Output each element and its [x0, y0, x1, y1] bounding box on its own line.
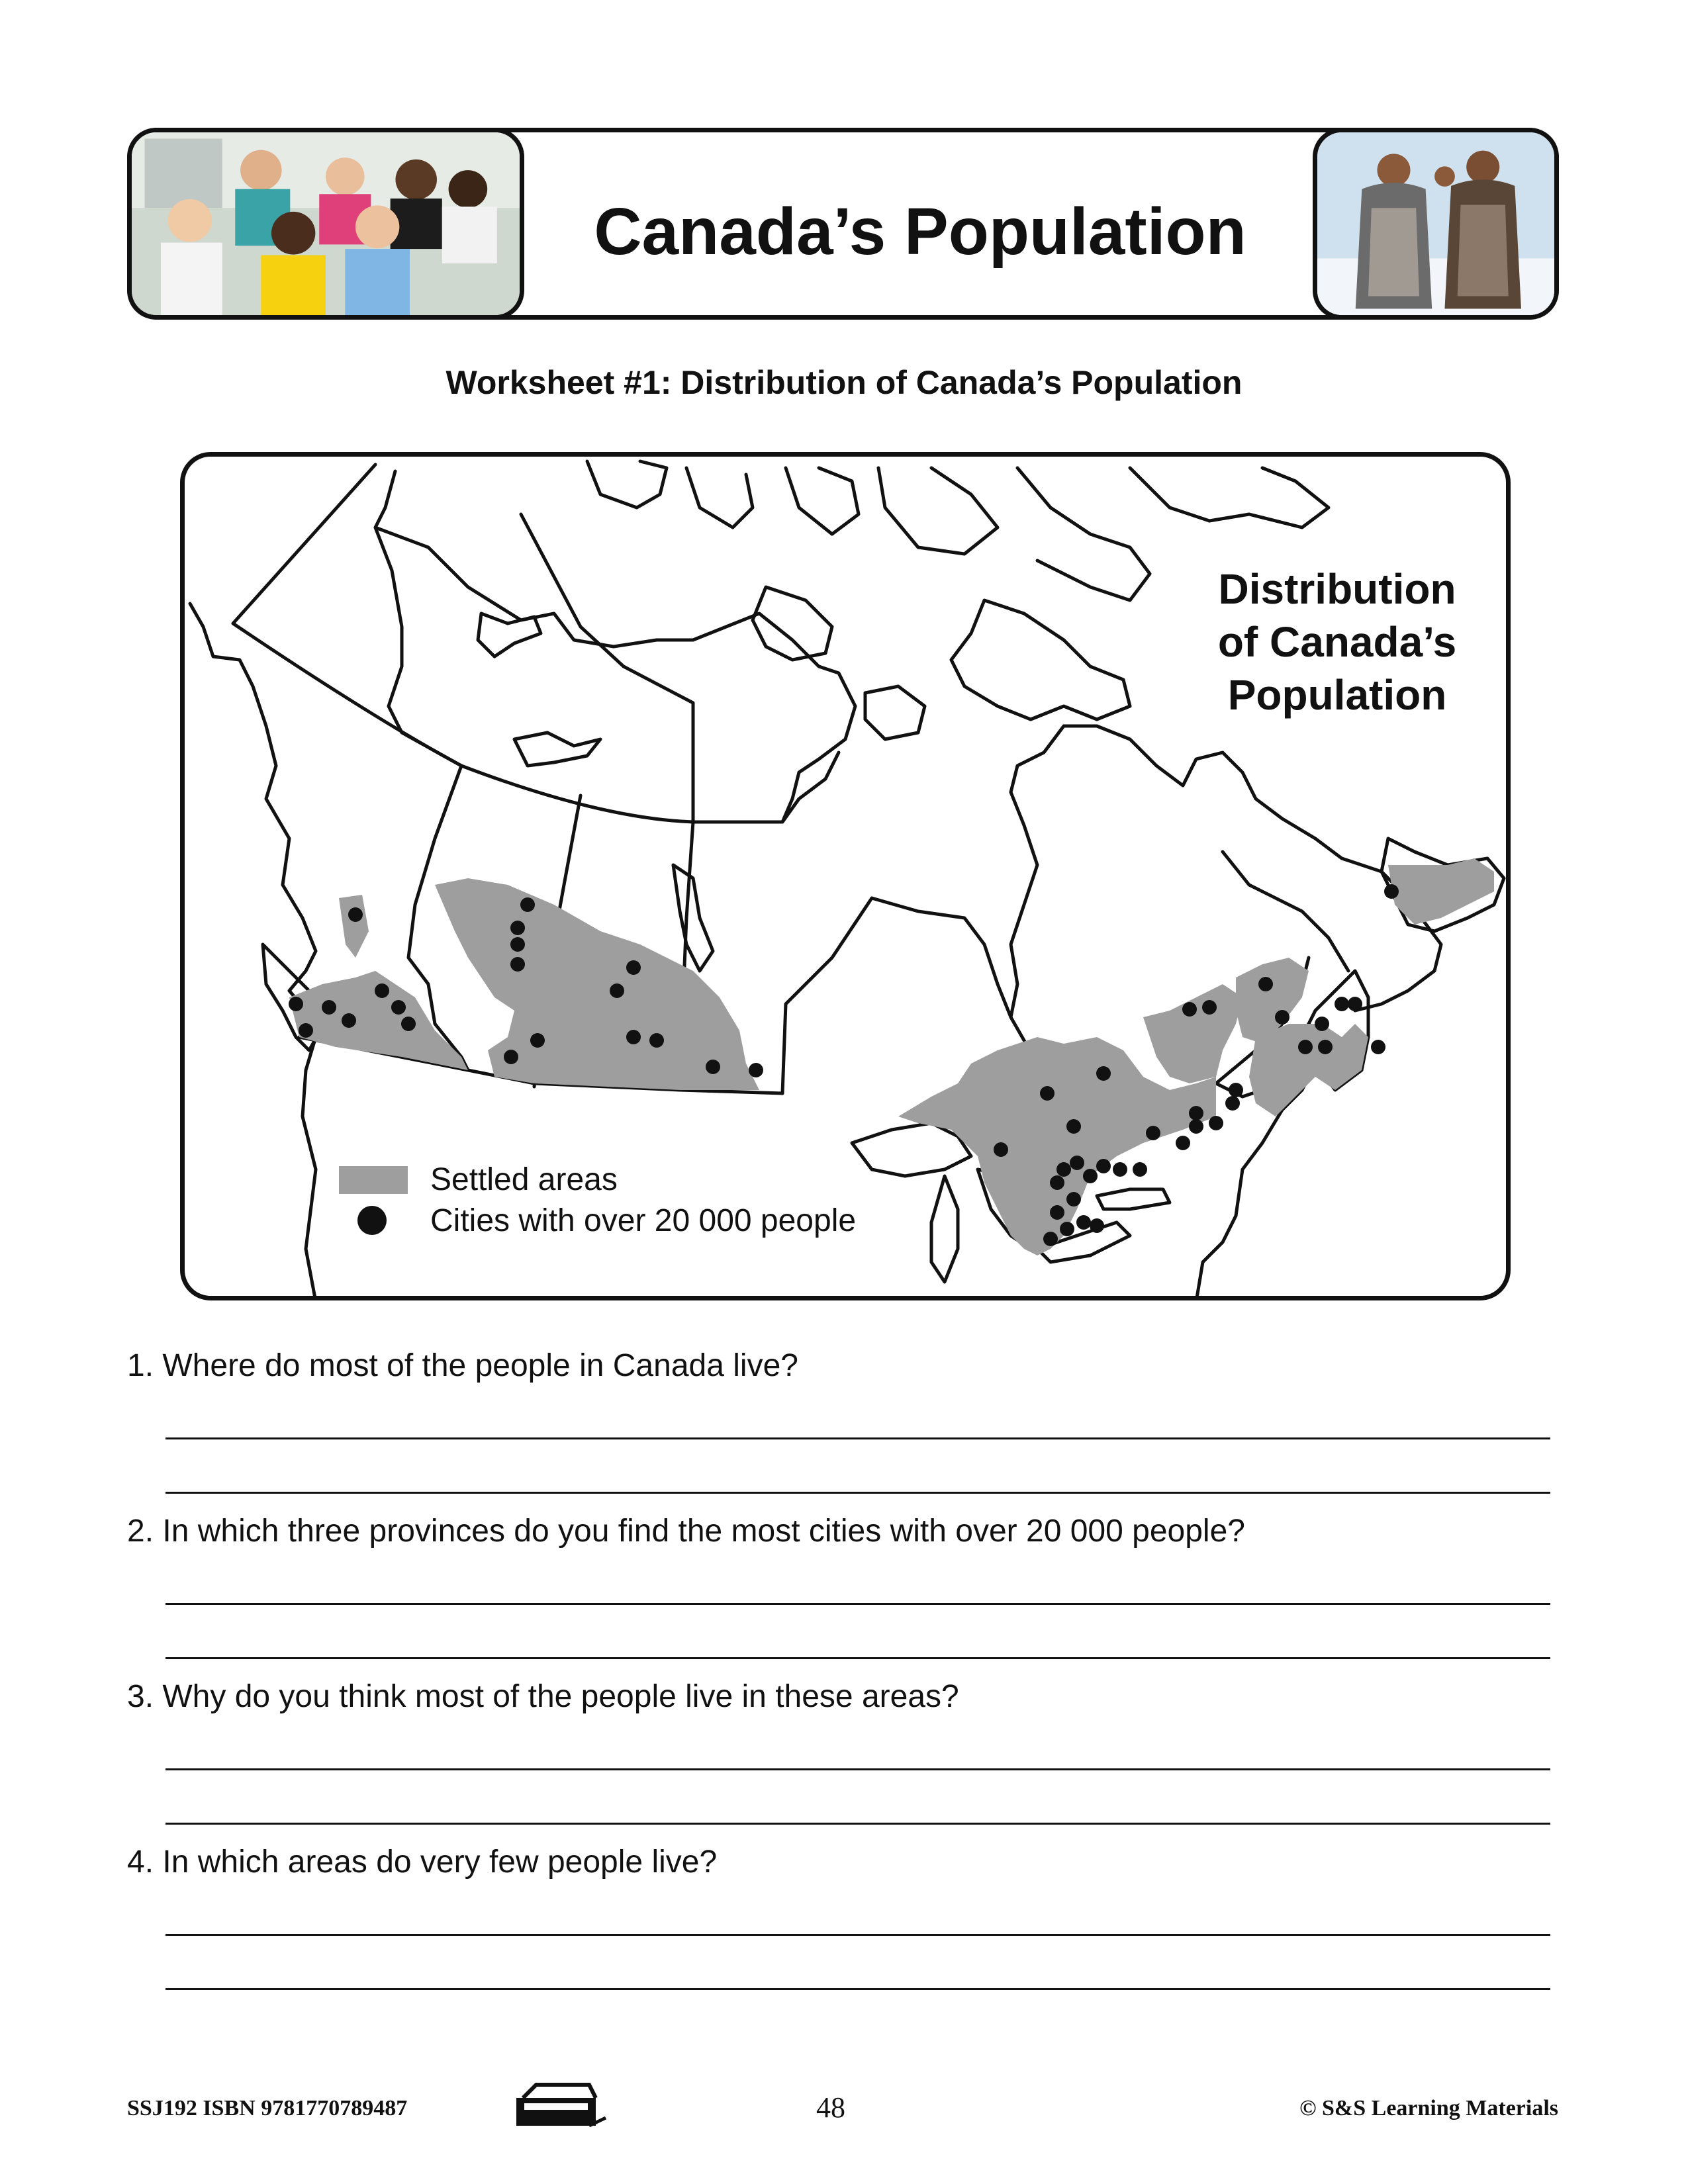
city-dot [1066, 1192, 1081, 1206]
city-dot [1189, 1106, 1203, 1120]
city-dot [1096, 1159, 1111, 1173]
question-4: 4. In which areas do very few people live? [127, 1844, 718, 1880]
city-dot [1076, 1215, 1091, 1230]
city-dot [510, 957, 525, 972]
city-dot [510, 937, 525, 952]
arctic-island-3 [786, 468, 859, 534]
city-dot [1384, 884, 1399, 899]
city-dot [1335, 997, 1349, 1011]
city-dot [1348, 997, 1362, 1011]
yukon-alaska-border [233, 465, 375, 623]
city-dot [1113, 1162, 1127, 1177]
city-dot [520, 897, 535, 912]
city-dot [1189, 1119, 1203, 1134]
answer-line[interactable] [165, 1492, 1550, 1494]
city-dot [391, 1000, 406, 1015]
footer-isbn: SSJ192 ISBN 9781770789487 [127, 2096, 408, 2120]
hudson-bay-south-coast [872, 726, 1064, 1017]
answer-line[interactable] [165, 1988, 1550, 1990]
question-3: 3. Why do you think most of the people live in these areas? [127, 1679, 959, 1714]
students-photo-illustration [132, 132, 520, 315]
yukon-nwt-border [375, 471, 461, 766]
legend-settled-label: Settled areas [430, 1162, 618, 1197]
legend-settled-swatch [339, 1166, 408, 1194]
city-dot [289, 997, 303, 1011]
southampton-island [865, 686, 925, 739]
city-dot [1202, 1000, 1217, 1015]
city-dot [1043, 1232, 1058, 1246]
answer-line[interactable] [165, 1437, 1550, 1439]
city-dot [749, 1063, 763, 1077]
city-dot [649, 1033, 664, 1048]
lake-winnipeg [673, 865, 713, 971]
map-title-line-3: Population [1227, 671, 1447, 719]
inuit-family-photo-illustration [1317, 132, 1554, 315]
legend-city-dot-icon [357, 1206, 387, 1235]
arctic-island-5 [1017, 468, 1150, 600]
city-dot [1225, 1096, 1240, 1111]
us-east-coast [1196, 1216, 1236, 1300]
question-2: 2. In which three provinces do you find the most cities with over 20 000 people? [127, 1514, 1245, 1549]
ungava-coast [1064, 726, 1441, 1011]
page-number: 48 [816, 2091, 845, 2124]
settled-quebec [1143, 984, 1243, 1083]
inuit-family-photo [1313, 128, 1559, 320]
city-dot [401, 1017, 416, 1031]
quebec-labrador-border [1223, 852, 1348, 971]
great-slave-lake [514, 733, 600, 766]
settled-maritimes [1249, 1024, 1368, 1116]
city-dot [1318, 1040, 1333, 1054]
students-photo [127, 128, 524, 320]
city-dot [1146, 1126, 1160, 1140]
arctic-island-6 [1130, 468, 1329, 527]
answer-line[interactable] [165, 1603, 1550, 1605]
baffin-island [951, 600, 1130, 719]
lake-ontario [1097, 1189, 1170, 1209]
city-dot [510, 921, 525, 935]
city-dot [1050, 1205, 1064, 1220]
city-dot [994, 1142, 1008, 1157]
city-dot [1371, 1040, 1385, 1054]
city-dot [1083, 1169, 1098, 1183]
arctic-island-2 [686, 468, 753, 527]
city-dot [299, 1023, 313, 1038]
arctic-island-4 [878, 468, 998, 554]
map-title [1152, 563, 1523, 721]
city-dot [626, 1030, 641, 1044]
city-dot [1229, 1083, 1243, 1097]
city-dot [1258, 977, 1273, 991]
city-dot [504, 1050, 518, 1064]
map-title-line-2: of Canada’s [1217, 618, 1457, 666]
question-1: 1. Where do most of the people in Canada live? [127, 1348, 798, 1383]
worksheet-subtitle: Worksheet #1: Distribution of Canada’s Population [445, 364, 1243, 401]
photocopier-icon [510, 2078, 609, 2131]
arctic-coastline [375, 527, 855, 822]
answer-line[interactable] [165, 1657, 1550, 1659]
city-dot [348, 907, 363, 922]
map-title-line-1: Distribution [1218, 565, 1456, 613]
city-dot [1298, 1040, 1313, 1054]
legend-city-label: Cities with over 20 000 people [430, 1203, 857, 1238]
city-dot [1209, 1116, 1223, 1130]
great-bear-lake [478, 614, 541, 657]
sixtieth-parallel [233, 623, 782, 822]
page-title: Canada’s Population [594, 195, 1246, 269]
city-dot [1090, 1218, 1104, 1233]
answer-line[interactable] [165, 1768, 1550, 1770]
lake-michigan [931, 1176, 958, 1282]
nwt-nunavut-border [521, 514, 693, 822]
answer-line[interactable] [165, 1934, 1550, 1936]
city-dot [1176, 1136, 1190, 1150]
settled-bc-north [339, 895, 369, 958]
victoria-island [753, 587, 832, 660]
arctic-island-1 [587, 461, 667, 508]
city-dot [1070, 1156, 1084, 1170]
city-dot [322, 1000, 336, 1015]
city-dot [626, 960, 641, 975]
city-dot [1056, 1162, 1071, 1177]
city-dot [1315, 1017, 1329, 1031]
city-dot [530, 1033, 545, 1048]
city-dot [1060, 1222, 1074, 1236]
answer-line[interactable] [165, 1823, 1550, 1825]
footer-copyright: © S&S Learning Materials [1299, 2096, 1558, 2120]
city-dot [706, 1060, 720, 1074]
city-dot [1096, 1066, 1111, 1081]
city-dot [342, 1013, 356, 1028]
city-dot [1133, 1162, 1147, 1177]
city-dot [1050, 1175, 1064, 1190]
city-dot [1275, 1010, 1289, 1024]
pacific-coastline [190, 604, 316, 1300]
city-dot [1066, 1119, 1081, 1134]
city-dot [1040, 1086, 1055, 1101]
manitoba-ontario-border [782, 898, 872, 1093]
city-dot [610, 983, 624, 998]
city-dot [1182, 1002, 1197, 1017]
city-dot [375, 983, 389, 998]
